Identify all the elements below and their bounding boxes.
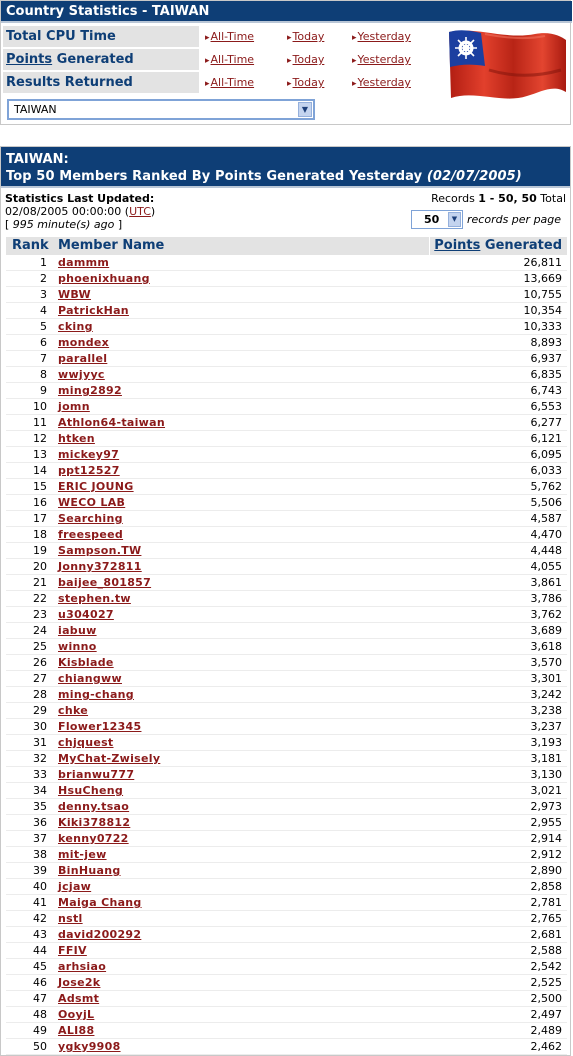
member-name-link[interactable]: ming-chang: [58, 688, 134, 701]
points-cell: 5,506: [530, 496, 562, 509]
member-name-link[interactable]: ygky9908: [58, 1040, 121, 1053]
country-select-value: TAIWAN: [14, 103, 57, 116]
rank-cell: 39: [33, 864, 47, 877]
member-name-link[interactable]: ERIC JOUNG: [58, 480, 134, 493]
points-cell: 3,237: [530, 720, 562, 733]
member-name-link[interactable]: jcjaw: [58, 880, 92, 893]
member-name-link[interactable]: wwjyyc: [58, 368, 105, 381]
table-row: [6, 1023, 567, 1039]
table-row: [6, 767, 567, 783]
member-name-link[interactable]: HsuCheng: [58, 784, 124, 797]
points-cell: 3,689: [530, 624, 562, 637]
points-cell: 10,354: [523, 304, 562, 317]
rank-cell: 35: [33, 800, 47, 813]
table-row: [6, 447, 567, 463]
stat-label-text: Total CPU Time: [6, 29, 116, 44]
member-name-link[interactable]: kenny0722: [58, 832, 129, 845]
points-cell: 10,333: [523, 320, 562, 333]
rank-cell: 5: [40, 320, 47, 333]
points-link[interactable]: Points: [6, 52, 53, 67]
member-name-link[interactable]: mondex: [58, 336, 110, 349]
table-row: [6, 367, 567, 383]
table-row: [6, 303, 567, 319]
table-row: [6, 431, 567, 447]
points-cell: 2,765: [530, 912, 562, 925]
points-cell: 2,588: [530, 944, 562, 957]
member-name-link[interactable]: Athlon64-taiwan: [58, 416, 166, 429]
ranking-title-text: Top 50 Members Ranked By Points Generated Yesterday: [6, 169, 423, 184]
stat-label-results-returned: [3, 72, 199, 93]
rank-cell: 10: [33, 400, 47, 413]
bracket-close: ]: [114, 218, 123, 231]
points-cell: 2,912: [530, 848, 562, 861]
table-body: [6, 255, 567, 1055]
points-cell: 2,489: [530, 1024, 562, 1037]
table-row: [6, 943, 567, 959]
points-generated-all-time-link[interactable]: ▸ All-Time: [205, 49, 254, 70]
points-cell: 10,755: [523, 288, 562, 301]
points-cell: 2,525: [530, 976, 562, 989]
points-cell: 2,781: [530, 896, 562, 909]
member-name-link[interactable]: mit-jew: [58, 848, 107, 861]
ranking-title-country: TAIWAN:: [6, 152, 69, 167]
points-cell: 2,462: [530, 1040, 562, 1053]
points-cell: 13,669: [523, 272, 562, 285]
rank-cell: 38: [33, 848, 47, 861]
total-cpu-time-today-link[interactable]: ▸ Today: [287, 26, 324, 47]
ranking-table: [6, 237, 567, 1055]
rank-cell: 22: [33, 592, 47, 605]
table-row: [6, 671, 567, 687]
rank-cell: 8: [40, 368, 47, 381]
sort-points-link[interactable]: Points: [434, 238, 481, 253]
table-row: [6, 655, 567, 671]
table-row: [6, 271, 567, 287]
member-name-link[interactable]: Adsmt: [58, 992, 100, 1005]
member-name-link[interactable]: ming2892: [58, 384, 122, 397]
member-name-link[interactable]: baijee_801857: [58, 576, 152, 589]
rank-cell: 34: [33, 784, 47, 797]
last-updated-ago: [5, 218, 122, 231]
member-name-link[interactable]: stephen.tw: [58, 592, 131, 605]
table-row: [6, 319, 567, 335]
member-name-link[interactable]: Jonny372811: [58, 560, 142, 573]
member-name-link[interactable]: brianwu777: [58, 768, 135, 781]
member-name-link[interactable]: u304027: [58, 608, 114, 621]
points-cell: 2,973: [530, 800, 562, 813]
table-row: [6, 703, 567, 719]
table-row: [6, 1007, 567, 1023]
col-rank-header: Rank: [12, 238, 49, 253]
points-cell: 6,033: [530, 464, 562, 477]
rank-cell: 17: [33, 512, 47, 525]
rank-cell: 21: [33, 576, 47, 589]
table-row: [6, 335, 567, 351]
member-name-link[interactable]: david200292: [58, 928, 142, 941]
col-points-header: [429, 237, 562, 255]
table-row: [6, 383, 567, 399]
table-row: [6, 463, 567, 479]
rank-cell: 44: [33, 944, 47, 957]
rank-cell: 33: [33, 768, 47, 781]
member-name-link[interactable]: FFIV: [58, 944, 87, 957]
rank-cell: 47: [33, 992, 47, 1005]
table-row: [6, 527, 567, 543]
table-row: [6, 591, 567, 607]
table-row: [6, 895, 567, 911]
rank-cell: 41: [33, 896, 47, 909]
member-name-link[interactable]: Kiki378812: [58, 816, 131, 829]
chevron-down-icon[interactable]: ▼: [298, 102, 312, 117]
points-cell: 3,130: [530, 768, 562, 781]
points-cell: 6,121: [530, 432, 562, 445]
per-page-value: 50: [424, 213, 440, 226]
table-row: [6, 415, 567, 431]
member-name-link[interactable]: chke: [58, 704, 89, 717]
points-cell: 2,890: [530, 864, 562, 877]
member-name-link[interactable]: Kisblade: [58, 656, 114, 669]
rank-cell: 23: [33, 608, 47, 621]
total-cpu-time-yesterday-link[interactable]: ▸ Yesterday: [352, 26, 411, 47]
rank-cell: 40: [33, 880, 47, 893]
member-name-link[interactable]: WECO LAB: [58, 496, 126, 509]
points-cell: 3,301: [530, 672, 562, 685]
points-cell: 6,937: [530, 352, 562, 365]
table-row: [6, 559, 567, 575]
stat-label-text: Results Returned: [6, 75, 133, 90]
rank-cell: 49: [33, 1024, 47, 1037]
minutes-ago: 995 minute(s) ago: [12, 218, 115, 231]
table-row: [6, 255, 567, 271]
last-updated-value: 02/08/2005 00:00:00: [5, 205, 122, 218]
rank-cell: 9: [40, 384, 47, 397]
member-name-link[interactable]: MyChat-Zwisely: [58, 752, 161, 765]
table-row: [6, 287, 567, 303]
table-row: [6, 399, 567, 415]
records-range: 1 - 50, 50: [478, 192, 537, 205]
rank-cell: 13: [33, 448, 47, 461]
records-total-label: Total: [536, 192, 566, 205]
member-ranking-panel: [0, 146, 571, 1056]
table-row: [6, 351, 567, 367]
country-select[interactable]: [7, 99, 315, 120]
points-cell: 6,553: [530, 400, 562, 413]
table-row: [6, 575, 567, 591]
member-name-link[interactable]: mickey97: [58, 448, 120, 461]
stat-label-text: Generated: [52, 52, 134, 67]
points-generated-today-link[interactable]: ▸ Today: [287, 49, 324, 70]
col-name-header: Member Name: [58, 238, 165, 253]
table-row: [6, 479, 567, 495]
rank-cell: 36: [33, 816, 47, 829]
points-cell: 4,055: [530, 560, 562, 573]
rank-cell: 29: [33, 704, 47, 717]
rank-cell: 6: [40, 336, 47, 349]
rank-cell: 3: [40, 288, 47, 301]
member-name-link[interactable]: BinHuang: [58, 864, 121, 877]
table-row: [6, 847, 567, 863]
member-name-link[interactable]: Searching: [58, 512, 123, 525]
table-row: [6, 959, 567, 975]
rank-cell: 19: [33, 544, 47, 557]
table-row: [6, 799, 567, 815]
rank-cell: 43: [33, 928, 47, 941]
member-name-link[interactable]: parallel: [58, 352, 108, 365]
table-row: [6, 815, 567, 831]
member-name-link[interactable]: Maiga Chang: [58, 896, 142, 909]
table-row: [6, 783, 567, 799]
member-name-link[interactable]: iabuw: [58, 624, 97, 637]
points-cell: 3,242: [530, 688, 562, 701]
points-cell: 6,835: [530, 368, 562, 381]
rank-cell: 18: [33, 528, 47, 541]
panel-title: Country Statistics - TAIWAN: [1, 1, 572, 23]
rank-cell: 24: [33, 624, 47, 637]
member-name-link[interactable]: ppt12527: [58, 464, 120, 477]
total-cpu-time-all-time-link[interactable]: ▸ All-Time: [205, 26, 254, 47]
taiwan-flag-icon: [445, 26, 569, 106]
ranking-title-date: (02/07/2005): [426, 169, 522, 184]
bracket-open: [: [5, 218, 13, 231]
member-name-link[interactable]: PatrickHan: [58, 304, 129, 317]
records-per-page-select[interactable]: [411, 210, 463, 229]
rank-cell: 16: [33, 496, 47, 509]
rank-cell: 12: [33, 432, 47, 445]
points-cell: 3,021: [530, 784, 562, 797]
member-name-link[interactable]: WBW: [58, 288, 91, 301]
rank-cell: 11: [33, 416, 47, 429]
points-cell: 4,587: [530, 512, 562, 525]
member-name-link[interactable]: htken: [58, 432, 95, 445]
points-cell: 2,500: [530, 992, 562, 1005]
points-cell: 3,570: [530, 656, 562, 669]
points-cell: 6,277: [530, 416, 562, 429]
results-returned-yesterday-link[interactable]: ▸ Yesterday: [352, 72, 411, 93]
results-returned-all-time-link[interactable]: ▸ All-Time: [205, 72, 254, 93]
member-name-link[interactable]: denny.tsao: [58, 800, 130, 813]
table-row: [6, 607, 567, 623]
points-cell: 2,914: [530, 832, 562, 845]
member-name-link[interactable]: phoenixhuang: [58, 272, 150, 285]
col-points-header-rest: Generated: [480, 238, 562, 253]
rank-cell: 27: [33, 672, 47, 685]
points-cell: 3,786: [530, 592, 562, 605]
points-cell: 2,681: [530, 928, 562, 941]
points-cell: 4,470: [530, 528, 562, 541]
points-generated-yesterday-link[interactable]: ▸ Yesterday: [352, 49, 411, 70]
member-name-link[interactable]: jomn: [58, 400, 90, 413]
member-name-link[interactable]: cking: [58, 320, 93, 333]
rank-cell: 14: [33, 464, 47, 477]
table-row: [6, 991, 567, 1007]
rank-cell: 4: [40, 304, 47, 317]
member-name-link[interactable]: OoyjL: [58, 1008, 95, 1021]
points-cell: 3,238: [530, 704, 562, 717]
points-cell: 3,193: [530, 736, 562, 749]
rank-cell: 26: [33, 656, 47, 669]
rank-cell: 32: [33, 752, 47, 765]
table-row: [6, 863, 567, 879]
table-row: [6, 911, 567, 927]
member-name-link[interactable]: chjquest: [58, 736, 114, 749]
rank-cell: 15: [33, 480, 47, 493]
rank-cell: 31: [33, 736, 47, 749]
member-name-link[interactable]: Jose2k: [58, 976, 101, 989]
rank-cell: 42: [33, 912, 47, 925]
table-row: [6, 687, 567, 703]
rank-cell: 7: [40, 352, 47, 365]
table-row: [6, 831, 567, 847]
rank-cell: 50: [33, 1040, 47, 1053]
member-name-link[interactable]: chiangww: [58, 672, 122, 685]
table-row: [6, 927, 567, 943]
points-cell: 3,861: [530, 576, 562, 589]
points-cell: 2,542: [530, 960, 562, 973]
member-name-link[interactable]: nstl: [58, 912, 83, 925]
last-updated-label: Statistics Last Updated:: [5, 192, 155, 205]
table-row: [6, 751, 567, 767]
points-cell: 5,762: [530, 480, 562, 493]
points-cell: 2,955: [530, 816, 562, 829]
member-name-link[interactable]: dammm: [58, 256, 110, 269]
results-returned-today-link[interactable]: ▸ Today: [287, 72, 324, 93]
table-header: [6, 237, 567, 255]
member-name-link[interactable]: freespeed: [58, 528, 124, 541]
chevron-down-icon[interactable]: ▼: [448, 212, 461, 227]
stat-row-results-returned: [3, 72, 443, 93]
ranking-title: [1, 147, 570, 188]
member-name-link[interactable]: Sampson.TW: [58, 544, 142, 557]
table-row: [6, 623, 567, 639]
table-row: [6, 495, 567, 511]
stat-row-points-generated: [3, 49, 443, 70]
records-label: Records: [431, 192, 479, 205]
rank-cell: 48: [33, 1008, 47, 1021]
table-row: [6, 1039, 567, 1055]
points-cell: 2,858: [530, 880, 562, 893]
points-cell: 4,448: [530, 544, 562, 557]
rank-cell: 1: [40, 256, 47, 269]
stat-row-total-cpu-time: [3, 26, 443, 47]
table-row: [6, 543, 567, 559]
table-row: [6, 735, 567, 751]
rank-cell: 30: [33, 720, 47, 733]
table-row: [6, 879, 567, 895]
points-cell: 26,811: [523, 256, 562, 269]
points-cell: 3,181: [530, 752, 562, 765]
table-row: [6, 975, 567, 991]
last-updated-time: 02/08/2005 00:00:00 (UTC): [5, 205, 156, 218]
points-cell: 3,762: [530, 608, 562, 621]
points-cell: 2,497: [530, 1008, 562, 1021]
member-name-link[interactable]: arhsiao: [58, 960, 107, 973]
records-count: [431, 192, 566, 205]
table-row: [6, 719, 567, 735]
points-cell: 6,743: [530, 384, 562, 397]
rank-cell: 46: [33, 976, 47, 989]
table-row: [6, 511, 567, 527]
points-cell: 6,095: [530, 448, 562, 461]
rank-cell: 2: [40, 272, 47, 285]
rank-cell: 25: [33, 640, 47, 653]
country-statistics-panel: [0, 0, 571, 125]
member-name-link[interactable]: Flower12345: [58, 720, 142, 733]
member-name-link[interactable]: ALI88: [58, 1024, 95, 1037]
records-per-page-label: records per page: [467, 213, 562, 226]
member-name-link[interactable]: winno: [58, 640, 97, 653]
rank-cell: 28: [33, 688, 47, 701]
stat-label-total-cpu-time: [3, 26, 199, 47]
points-cell: 3,618: [530, 640, 562, 653]
rank-cell: 20: [33, 560, 47, 573]
table-row: [6, 639, 567, 655]
utc-link[interactable]: UTC: [129, 205, 151, 218]
stat-label-points-generated: [3, 49, 199, 70]
rank-cell: 37: [33, 832, 47, 845]
rank-cell: 45: [33, 960, 47, 973]
points-cell: 8,893: [530, 336, 562, 349]
